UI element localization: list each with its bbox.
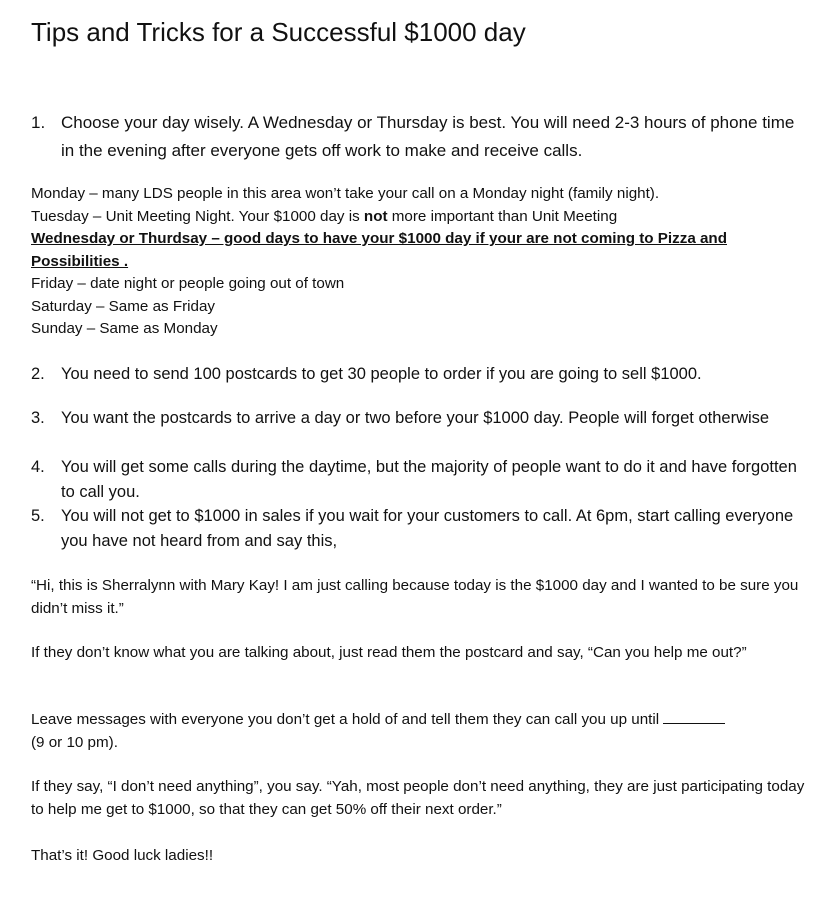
tip-text: Choose your day wisely. A Wednesday or Thursday is best. You will need 2-3 hours of phone time in the evening after everyone gets off work to make and receive calls. xyxy=(61,113,795,160)
tip-4 xyxy=(31,455,811,505)
tuesday-emphasis: not xyxy=(363,207,388,225)
day-sunday: Sunday – Same as Monday xyxy=(31,320,218,337)
document-title: Tips and Tricks for a Successful $1000 day xyxy=(31,17,526,47)
tip-text: You want the postcards to arrive a day or two before your $1000 day. People will forget otherwise xyxy=(61,409,770,427)
day-saturday: Saturday – Same as Friday xyxy=(31,297,216,315)
dont-know-paragraph: If they don’t know what you are talking about, just read them the postcard and say, “Can you help me out?” xyxy=(31,644,747,661)
tip-5 xyxy=(31,504,811,554)
day-monday: Monday – many LDS people in this area won’t take your call on a Monday night (family night). xyxy=(31,185,660,202)
leave-messages-text: Leave messages with everyone you don’t get a hold of and tell them they can call you up until xyxy=(31,711,660,728)
tip-number: 3. xyxy=(31,409,45,427)
tip-2 xyxy=(31,362,811,387)
day-friday: Friday – date night or people going out of town xyxy=(31,275,345,292)
tuesday-text-end: more important than Unit Meeting xyxy=(387,207,618,225)
tip-number: 4. xyxy=(31,458,45,476)
tip-number: 1. xyxy=(31,113,46,132)
dont-need-paragraph: If they say, “I don’t need anything”, you say. “Yah, most people don’t need anything, they are just participating today to help me get to $1000, so that they can get 50% off their next order.” xyxy=(31,778,805,818)
weekday-list xyxy=(31,183,811,341)
leave-messages-paragraph xyxy=(31,709,806,754)
tip-number: 2. xyxy=(31,365,45,383)
leave-messages-note: (9 or 10 pm). xyxy=(31,733,118,751)
tip-3 xyxy=(31,406,811,431)
day-tuesday xyxy=(31,206,811,229)
closing-line: That’s it! Good luck ladies!! xyxy=(31,847,214,864)
fill-in-blank xyxy=(663,711,725,724)
tip-text: You will get some calls during the daytime, but the majority of people want to do it and have forgotten to call you. xyxy=(61,458,797,501)
tip-number: 5. xyxy=(31,507,45,525)
phone-script: “Hi, this is Sherralynn with Mary Kay! I am just calling because today is the $1000 day and I wanted to be sure you didn’t miss it.” xyxy=(31,577,799,617)
tip-1 xyxy=(31,109,811,165)
day-wednesday-thursday: Wednesday or Thurdsay – good days to have your $1000 day if your are not coming to Pizza and Possibilities . xyxy=(31,230,727,270)
tip-text: You need to send 100 postcards to get 30 people to order if you are going to sell $1000. xyxy=(61,365,702,383)
tuesday-text: Tuesday – Unit Meeting Night. Your $1000 day is xyxy=(31,207,364,225)
tip-text: You will not get to $1000 in sales if you wait for your customers to call. At 6pm, start calling everyone you have not heard from and say this, xyxy=(61,507,794,550)
